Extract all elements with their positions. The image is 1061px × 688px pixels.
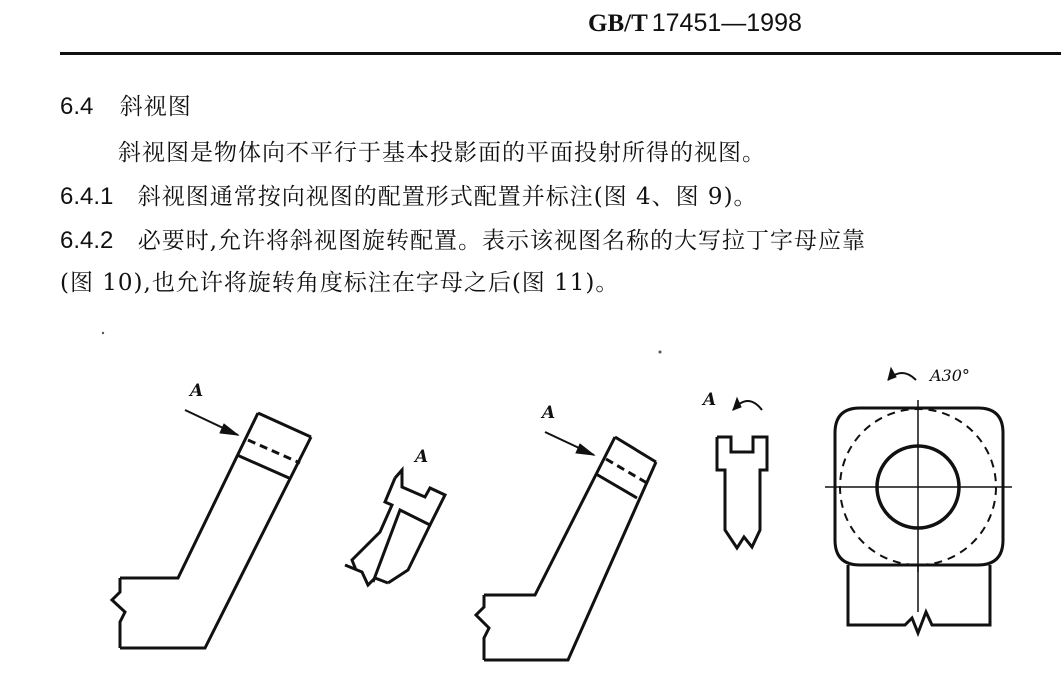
standard-prefix: GB/T bbox=[588, 10, 648, 37]
clause-6-4-2-text: 必要时,允许将斜视图旋转配置。表示该视图名称的大写拉丁字母应靠 bbox=[137, 228, 867, 254]
clause-6-4-1-number: 6.4.1 bbox=[60, 183, 114, 210]
standard-number: 17451—1998 bbox=[651, 9, 802, 37]
scan-speck bbox=[659, 351, 662, 354]
drawing-detail-view-2 bbox=[717, 437, 767, 548]
intro-paragraph: 斜视图是物体向不平行于基本投影面的平面投射所得的视图。 bbox=[118, 140, 766, 166]
clause-6-4-1-text: 斜视图通常按向视图的配置形式配置并标注(图 4、图 9)。 bbox=[137, 184, 758, 210]
drawing-oblique-part-1 bbox=[112, 413, 311, 648]
clause-6-4-2-continuation: (图 10),也允许将旋转角度标注在字母之后(图 11)。 bbox=[60, 270, 620, 296]
label-a-3: A bbox=[542, 403, 556, 423]
drawing-square-view bbox=[825, 400, 1012, 633]
label-a-1: A bbox=[190, 381, 204, 401]
drawing-detail-view-1 bbox=[345, 470, 445, 585]
section-number: 6.4 bbox=[60, 93, 94, 120]
clause-6-4-2-number: 6.4.2 bbox=[60, 227, 114, 254]
label-a-rotation: A30° bbox=[930, 366, 970, 385]
label-a-2: A bbox=[415, 447, 429, 467]
scan-speck bbox=[102, 332, 104, 334]
label-a-4: A bbox=[703, 390, 717, 410]
section-title: 斜视图 bbox=[119, 94, 192, 120]
drawing-oblique-part-2 bbox=[476, 437, 656, 660]
